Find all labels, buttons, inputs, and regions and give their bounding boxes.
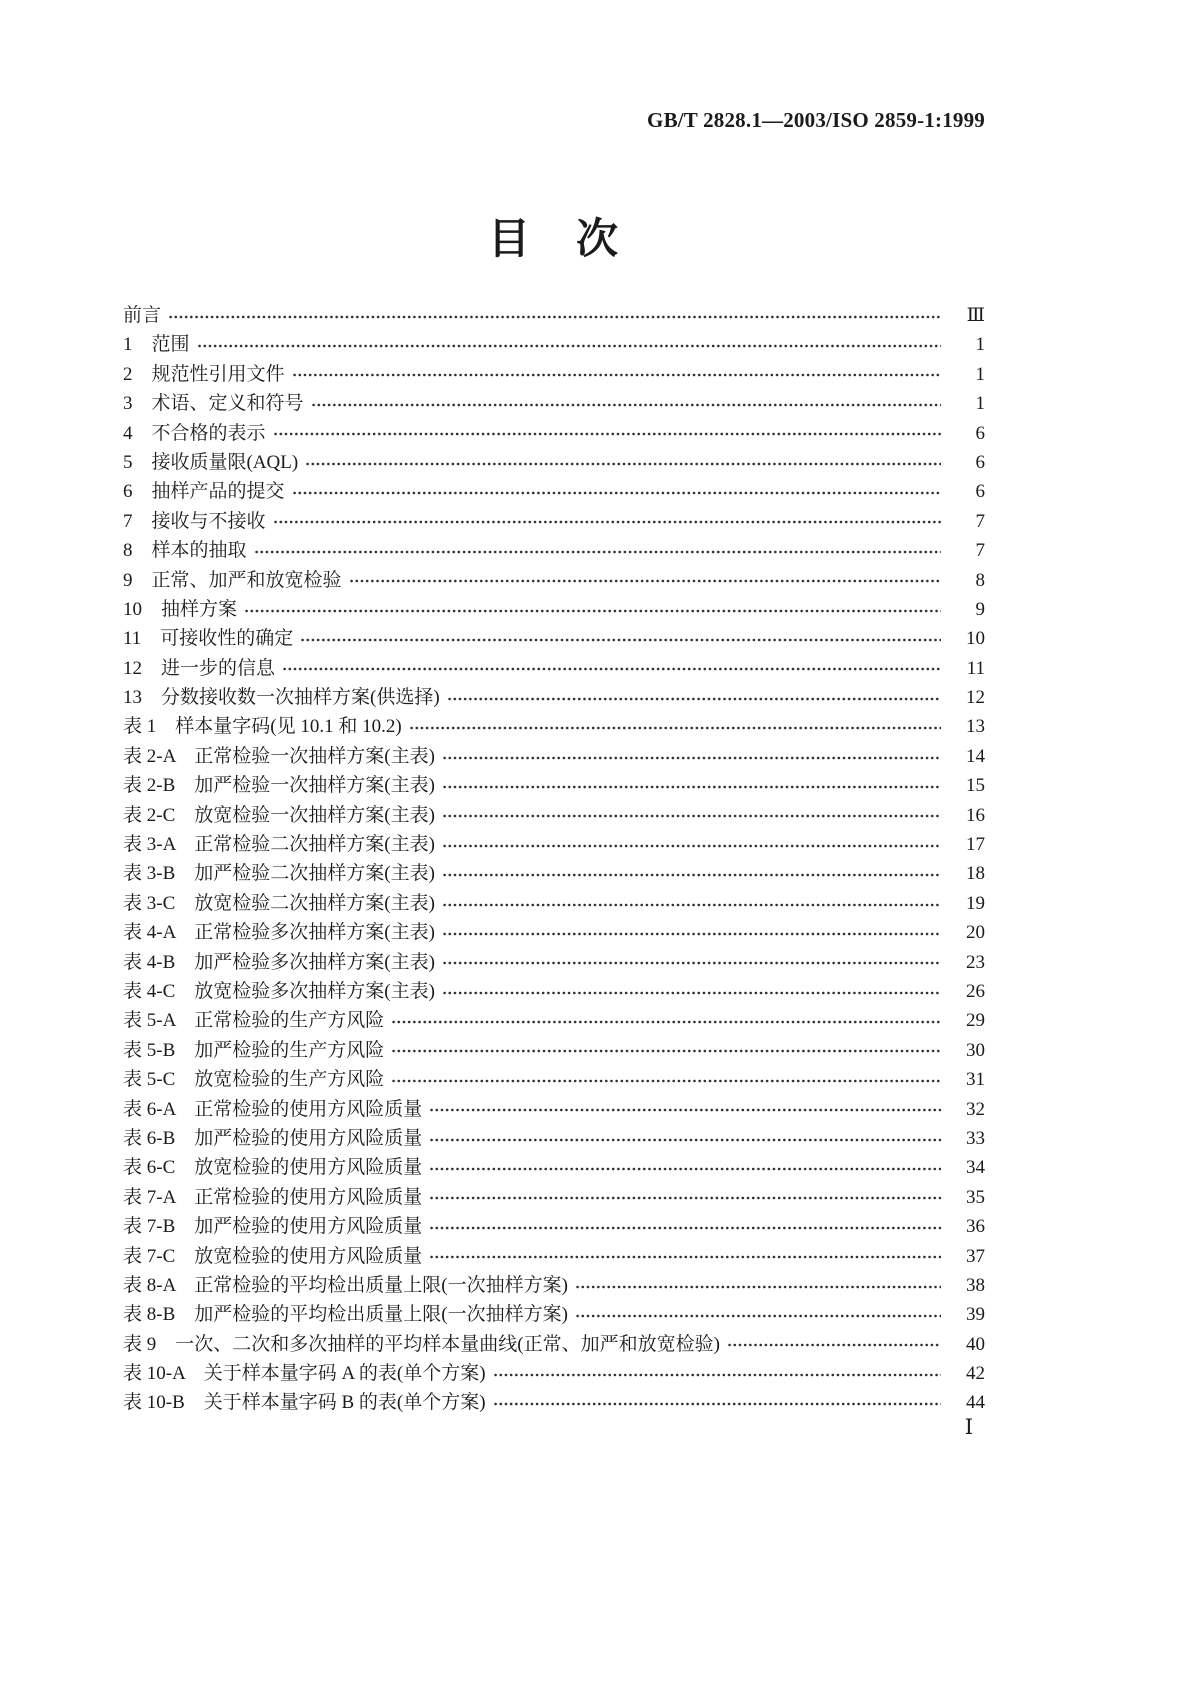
footer-page-number: Ⅰ bbox=[964, 1415, 973, 1439]
dotted-leader bbox=[429, 1225, 941, 1231]
dotted-leader bbox=[442, 813, 941, 819]
toc-entry-label: 表 5-C 放宽检验的生产方风险 bbox=[123, 1069, 385, 1091]
toc-entry-label: 5 接收质量限(AQL) bbox=[123, 451, 299, 473]
toc-entry-label: 表 6-C 放宽检验的使用方风险质量 bbox=[123, 1157, 423, 1179]
toc-entry bbox=[123, 1153, 985, 1182]
dotted-leader bbox=[254, 549, 941, 555]
toc-entry bbox=[123, 1300, 985, 1329]
toc-entry bbox=[123, 801, 985, 830]
toc-entry-label: 表 4-C 放宽检验多次抽样方案(主表) bbox=[123, 980, 435, 1002]
toc-entry bbox=[123, 1124, 985, 1153]
toc-entry bbox=[123, 771, 985, 800]
toc-entry bbox=[123, 624, 985, 653]
dotted-leader bbox=[300, 637, 941, 643]
toc-entry bbox=[123, 595, 985, 624]
toc-entry bbox=[123, 1095, 985, 1124]
toc-entry bbox=[123, 1183, 985, 1212]
dotted-leader bbox=[305, 461, 941, 467]
toc-entry-label: 12 进一步的信息 bbox=[123, 657, 276, 679]
toc-entry bbox=[123, 1212, 985, 1241]
toc-entry bbox=[123, 1242, 985, 1271]
dotted-leader bbox=[442, 902, 941, 908]
toc-entry bbox=[123, 977, 985, 1006]
toc-entry-page-number: 1 bbox=[975, 363, 985, 385]
toc-entry-label: 10 抽样方案 bbox=[123, 598, 238, 620]
toc-entry-page-number: 1 bbox=[975, 334, 985, 356]
dotted-leader bbox=[442, 843, 941, 849]
toc-entry-page-number: Ⅲ bbox=[966, 305, 985, 326]
toc-entry-page-number: 9 bbox=[975, 598, 985, 620]
dotted-leader bbox=[442, 960, 941, 966]
toc-entry-page-number: 8 bbox=[975, 569, 985, 591]
toc-entry bbox=[123, 948, 985, 977]
dotted-leader bbox=[493, 1401, 941, 1407]
dotted-leader bbox=[727, 1342, 941, 1348]
dotted-leader bbox=[409, 725, 941, 731]
dotted-leader bbox=[442, 931, 941, 937]
toc-entry-page-number: 18 bbox=[966, 863, 985, 885]
toc-entry-page-number: 23 bbox=[966, 951, 985, 973]
toc-entry-label: 表 10-B 关于样本量字码 B 的表(单个方案) bbox=[123, 1392, 486, 1414]
toc-entry-label: 表 6-A 正常检验的使用方风险质量 bbox=[123, 1098, 423, 1120]
toc-entry-page-number: 38 bbox=[966, 1274, 985, 1296]
toc-entry-label: 表 10-A 关于样本量字码 A 的表(单个方案) bbox=[123, 1363, 486, 1385]
toc-entry-label: 表 5-B 加严检验的生产方风险 bbox=[123, 1039, 385, 1061]
dotted-leader bbox=[442, 755, 941, 761]
toc-entry-label: 4 不合格的表示 bbox=[123, 422, 266, 444]
toc-entry-page-number: 30 bbox=[966, 1039, 985, 1061]
toc-entry-label: 前言 bbox=[123, 305, 162, 326]
toc-entry-label: 表 7-B 加严检验的使用方风险质量 bbox=[123, 1216, 423, 1238]
page-title: 目 次 bbox=[487, 215, 620, 262]
toc-entry bbox=[123, 654, 985, 683]
dotted-leader bbox=[429, 1137, 941, 1143]
toc-entry-label: 6 抽样产品的提交 bbox=[123, 481, 285, 503]
toc-entry-label: 表 2-C 放宽检验一次抽样方案(主表) bbox=[123, 804, 435, 826]
toc-entry-label: 表 2-A 正常检验一次抽样方案(主表) bbox=[123, 745, 435, 767]
toc-entry bbox=[123, 301, 985, 330]
toc-entry bbox=[123, 566, 985, 595]
toc-entry-page-number: 13 bbox=[966, 716, 985, 738]
toc-entry-page-number: 6 bbox=[975, 422, 985, 444]
toc-entry-label: 表 4-B 加严检验多次抽样方案(主表) bbox=[123, 951, 435, 973]
toc-entry-label: 表 8-B 加严检验的平均检出质量上限(一次抽样方案) bbox=[123, 1304, 568, 1326]
dotted-leader bbox=[429, 1107, 941, 1113]
toc-entry-page-number: 39 bbox=[966, 1304, 985, 1326]
dotted-leader bbox=[292, 372, 941, 378]
toc-entry-label: 2 规范性引用文件 bbox=[123, 363, 285, 385]
dotted-leader bbox=[442, 872, 941, 878]
toc-entry-page-number: 6 bbox=[975, 451, 985, 473]
toc-entry-label: 表 4-A 正常检验多次抽样方案(主表) bbox=[123, 922, 435, 944]
toc-entry-label: 3 术语、定义和符号 bbox=[123, 393, 304, 415]
toc-entry bbox=[123, 859, 985, 888]
toc-entry-label: 8 样本的抽取 bbox=[123, 540, 247, 562]
toc-entry-label: 表 3-C 放宽检验二次抽样方案(主表) bbox=[123, 892, 435, 914]
toc-entry bbox=[123, 330, 985, 359]
dotted-leader bbox=[311, 402, 941, 408]
toc-entry bbox=[123, 742, 985, 771]
toc-entry-label: 表 2-B 加严检验一次抽样方案(主表) bbox=[123, 775, 435, 797]
toc-entry-page-number: 7 bbox=[975, 540, 985, 562]
toc-entry-label: 表 6-B 加严检验的使用方风险质量 bbox=[123, 1127, 423, 1149]
toc-entry-label: 表 5-A 正常检验的生产方风险 bbox=[123, 1010, 385, 1032]
toc-entry-page-number: 20 bbox=[966, 922, 985, 944]
toc-entry-label: 表 8-A 正常检验的平均检出质量上限(一次抽样方案) bbox=[123, 1274, 568, 1296]
toc-entry-label: 1 范围 bbox=[123, 334, 190, 356]
toc-entry-page-number: 12 bbox=[966, 687, 985, 709]
toc-entry-page-number: 14 bbox=[966, 745, 985, 767]
toc-entry-page-number: 44 bbox=[966, 1392, 985, 1414]
toc-entry bbox=[123, 1330, 985, 1359]
toc-entry-page-number: 37 bbox=[966, 1245, 985, 1267]
toc-entry-page-number: 1 bbox=[975, 393, 985, 415]
dotted-leader bbox=[292, 490, 941, 496]
document-code-header: GB/T 2828.1—2003/ISO 2859-1:1999 bbox=[647, 108, 985, 132]
toc-entry-page-number: 35 bbox=[966, 1186, 985, 1208]
dotted-leader bbox=[429, 1166, 941, 1172]
toc-entry-label: 表 3-A 正常检验二次抽样方案(主表) bbox=[123, 834, 435, 856]
dotted-leader bbox=[197, 343, 941, 349]
toc-entry-page-number: 31 bbox=[966, 1069, 985, 1091]
dotted-leader bbox=[273, 431, 941, 437]
toc-entry bbox=[123, 1065, 985, 1094]
toc-entry bbox=[123, 536, 985, 565]
dotted-leader bbox=[442, 784, 941, 790]
toc-entry-page-number: 34 bbox=[966, 1157, 985, 1179]
toc-entry-page-number: 11 bbox=[966, 657, 985, 679]
dotted-leader bbox=[391, 1019, 941, 1025]
toc-entry-page-number: 36 bbox=[966, 1216, 985, 1238]
dotted-leader bbox=[429, 1195, 941, 1201]
toc-entry-label: 13 分数接收数一次抽样方案(供选择) bbox=[123, 687, 440, 709]
toc-entry-label: 11 可接收性的确定 bbox=[123, 628, 294, 650]
dotted-leader bbox=[442, 990, 941, 996]
dotted-leader bbox=[391, 1048, 941, 1054]
dotted-leader bbox=[244, 608, 941, 614]
dotted-leader bbox=[273, 519, 941, 525]
dotted-leader bbox=[575, 1284, 941, 1290]
toc-entry bbox=[123, 830, 985, 859]
dotted-leader bbox=[447, 696, 941, 702]
toc-entry-label: 表 9 一次、二次和多次抽样的平均样本量曲线(正常、加严和放宽检验) bbox=[123, 1333, 720, 1355]
toc-entry bbox=[123, 1036, 985, 1065]
toc-entry-page-number: 7 bbox=[975, 510, 985, 532]
toc-entry-label: 表 3-B 加严检验二次抽样方案(主表) bbox=[123, 863, 435, 885]
dotted-leader bbox=[575, 1313, 941, 1319]
dotted-leader bbox=[349, 578, 941, 584]
toc-entry-page-number: 10 bbox=[966, 628, 985, 650]
toc-entry-page-number: 42 bbox=[966, 1363, 985, 1385]
toc-entry bbox=[123, 889, 985, 918]
dotted-leader bbox=[168, 314, 941, 320]
toc-entry bbox=[123, 477, 985, 506]
toc-entry bbox=[123, 1388, 985, 1417]
toc-list bbox=[123, 301, 985, 1418]
toc-entry-label: 7 接收与不接收 bbox=[123, 510, 266, 532]
toc-entry bbox=[123, 683, 985, 712]
toc-entry bbox=[123, 712, 985, 741]
toc-entry-page-number: 19 bbox=[966, 892, 985, 914]
toc-entry bbox=[123, 448, 985, 477]
dotted-leader bbox=[282, 666, 941, 672]
dotted-leader bbox=[391, 1078, 941, 1084]
toc-entry-page-number: 33 bbox=[966, 1127, 985, 1149]
toc-entry-page-number: 40 bbox=[966, 1333, 985, 1355]
toc-entry bbox=[123, 1271, 985, 1300]
toc-entry-page-number: 26 bbox=[966, 980, 985, 1002]
toc-entry-label: 9 正常、加严和放宽检验 bbox=[123, 569, 342, 591]
toc-entry-page-number: 17 bbox=[966, 834, 985, 856]
toc-entry bbox=[123, 419, 985, 448]
toc-entry-page-number: 32 bbox=[966, 1098, 985, 1120]
toc-entry-page-number: 16 bbox=[966, 804, 985, 826]
dotted-leader bbox=[493, 1372, 941, 1378]
toc-entry-page-number: 6 bbox=[975, 481, 985, 503]
toc-entry-page-number: 15 bbox=[966, 775, 985, 797]
toc-entry-label: 表 1 样本量字码(见 10.1 和 10.2) bbox=[123, 716, 402, 738]
toc-entry-label: 表 7-A 正常检验的使用方风险质量 bbox=[123, 1186, 423, 1208]
toc-entry bbox=[123, 389, 985, 418]
toc-entry bbox=[123, 360, 985, 389]
toc-entry bbox=[123, 507, 985, 536]
toc-entry bbox=[123, 918, 985, 947]
toc-entry bbox=[123, 1006, 985, 1035]
dotted-leader bbox=[429, 1254, 941, 1260]
toc-entry-page-number: 29 bbox=[966, 1010, 985, 1032]
toc-entry bbox=[123, 1359, 985, 1388]
toc-entry-label: 表 7-C 放宽检验的使用方风险质量 bbox=[123, 1245, 423, 1267]
